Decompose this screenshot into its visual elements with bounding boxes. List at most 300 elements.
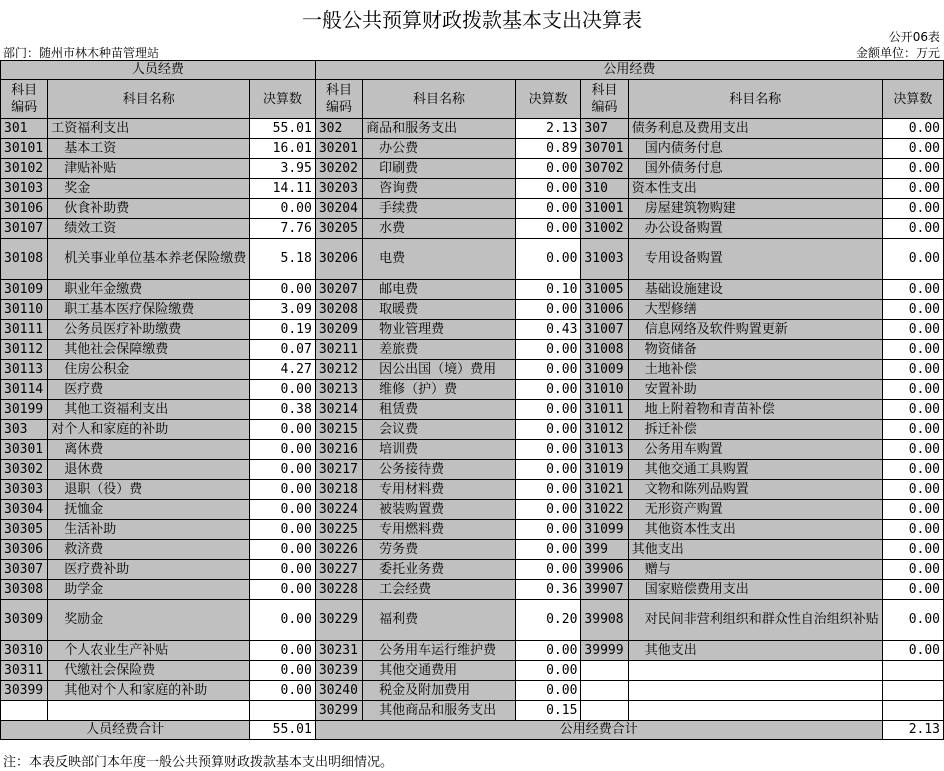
amount-value: 0.00 <box>250 480 316 500</box>
subject-name: 其他支出 <box>628 540 882 560</box>
subject-code: 31010 <box>581 380 628 400</box>
amount-value: 0.00 <box>882 540 943 560</box>
subject-name: 个人农业生产补贴 <box>48 641 250 661</box>
col-name-header: 科目名称 <box>628 80 882 119</box>
col-amount-header: 决算数 <box>250 80 316 119</box>
amount-value: 0.00 <box>882 641 943 661</box>
amount-value: 0.00 <box>515 360 581 380</box>
subject-name: 伙食补助费 <box>48 199 250 219</box>
subject-code: 303 <box>1 420 48 440</box>
subject-name: 咨询费 <box>363 179 516 199</box>
amount-value: 0.00 <box>250 420 316 440</box>
table-row <box>1 641 944 661</box>
subject-code: 30108 <box>1 239 48 280</box>
amount-value: 0.20 <box>515 600 581 641</box>
amount-value: 0.00 <box>250 440 316 460</box>
amount-value: 0.00 <box>882 300 943 320</box>
subject-name: 无形资产购置 <box>628 500 882 520</box>
report-title: 一般公共预算财政拨款基本支出决算表 <box>302 8 642 32</box>
amount-value: 0.00 <box>515 380 581 400</box>
table-row <box>1 300 944 320</box>
subject-code: 310 <box>581 179 628 199</box>
table-row <box>1 340 944 360</box>
subject-name: 退职（役）费 <box>48 480 250 500</box>
subject-code: 31013 <box>581 440 628 460</box>
subject-code: 30218 <box>315 480 362 500</box>
subject-name: 大型修缮 <box>628 300 882 320</box>
col-code-header <box>1 80 48 119</box>
amount-value: 0.00 <box>882 400 943 420</box>
amount-value: 0.00 <box>250 560 316 580</box>
subject-name: 被装购置费 <box>363 500 516 520</box>
amount-value: 0.15 <box>515 701 581 721</box>
subject-code: 30225 <box>315 520 362 540</box>
subject-name: 资本性支出 <box>628 179 882 199</box>
subject-name: 租赁费 <box>363 400 516 420</box>
subject-code: 31012 <box>581 420 628 440</box>
amount-value: 0.00 <box>515 199 581 219</box>
subject-name: 文物和陈列品购置 <box>628 480 882 500</box>
subject-code: 30107 <box>1 219 48 239</box>
subject-code: 30310 <box>1 641 48 661</box>
amount-value: 0.89 <box>515 139 581 159</box>
expenditure-table <box>0 60 944 740</box>
subject-code: 31005 <box>581 280 628 300</box>
subject-name: 地上附着物和青苗补偿 <box>628 400 882 420</box>
subject-code: 30206 <box>315 239 362 280</box>
subject-code: 30208 <box>315 300 362 320</box>
amount-value: 0.00 <box>882 239 943 280</box>
subject-code <box>581 681 628 701</box>
amount-value: 0.00 <box>515 681 581 701</box>
amount-value: 0.00 <box>882 420 943 440</box>
table-row <box>1 420 944 440</box>
amount-value: 0.07 <box>250 340 316 360</box>
subject-name: 对民间非营利组织和群众性自治组织补贴 <box>628 600 882 641</box>
subject-name: 医疗费补助 <box>48 560 250 580</box>
subject-code: 31002 <box>581 219 628 239</box>
amount-value: 0.00 <box>882 320 943 340</box>
subject-code: 31008 <box>581 340 628 360</box>
subject-code: 30309 <box>1 600 48 641</box>
amount-value: 0.00 <box>882 500 943 520</box>
amount-value: 0.00 <box>250 641 316 661</box>
subject-code: 31003 <box>581 239 628 280</box>
amount-value: 0.00 <box>250 380 316 400</box>
col-amount-header: 决算数 <box>515 80 581 119</box>
subject-code: 30204 <box>315 199 362 219</box>
subject-name: 委托业务费 <box>363 560 516 580</box>
subject-code: 30213 <box>315 380 362 400</box>
subject-name: 会议费 <box>363 420 516 440</box>
subject-code: 39906 <box>581 560 628 580</box>
subject-name: 公务员医疗补助缴费 <box>48 320 250 340</box>
amount-value: 0.00 <box>250 661 316 681</box>
amount-value: 0.00 <box>250 600 316 641</box>
subject-code: 30111 <box>1 320 48 340</box>
subject-code: 30311 <box>1 661 48 681</box>
public-total-value: 2.13 <box>882 721 943 740</box>
subject-name: 差旅费 <box>363 340 516 360</box>
amount-value: 0.00 <box>882 460 943 480</box>
table-row <box>1 560 944 580</box>
amount-value: 0.38 <box>250 400 316 420</box>
subject-name <box>628 661 882 681</box>
amount-value: 0.00 <box>515 480 581 500</box>
subject-name: 印刷费 <box>363 159 516 179</box>
amount-value: 2.13 <box>515 119 581 139</box>
subject-name: 劳务费 <box>363 540 516 560</box>
amount-value: 0.00 <box>250 280 316 300</box>
subject-name: 商品和服务支出 <box>363 119 516 139</box>
subject-code: 30203 <box>315 179 362 199</box>
subject-name: 物业管理费 <box>363 320 516 340</box>
subject-name: 福利费 <box>363 600 516 641</box>
subject-name: 奖金 <box>48 179 250 199</box>
subject-name: 专用设备购置 <box>628 239 882 280</box>
subject-code: 30228 <box>315 580 362 600</box>
subject-code: 30212 <box>315 360 362 380</box>
amount-value: 0.00 <box>250 681 316 701</box>
amount-value: 0.00 <box>882 520 943 540</box>
amount-value: 0.00 <box>882 340 943 360</box>
subject-code: 30207 <box>315 280 362 300</box>
subject-code: 31099 <box>581 520 628 540</box>
amount-value: 3.95 <box>250 159 316 179</box>
subject-name: 邮电费 <box>363 280 516 300</box>
amount-value: 0.10 <box>515 280 581 300</box>
subject-name: 公务接待费 <box>363 460 516 480</box>
subject-name: 国家赔偿费用支出 <box>628 580 882 600</box>
table-row <box>1 380 944 400</box>
subject-name: 信息网络及软件购置更新 <box>628 320 882 340</box>
subject-name: 电费 <box>363 239 516 280</box>
table-row <box>1 520 944 540</box>
table-row <box>1 460 944 480</box>
subject-code: 31011 <box>581 400 628 420</box>
amount-value: 0.00 <box>515 500 581 520</box>
subject-name: 其他交通费用 <box>363 661 516 681</box>
code-header-text: 科目 编码 <box>11 83 38 115</box>
subject-name: 其他商品和服务支出 <box>363 701 516 721</box>
amount-value: 0.43 <box>515 320 581 340</box>
subject-name: 其他资本性支出 <box>628 520 882 540</box>
amount-value: 0.00 <box>515 420 581 440</box>
subject-code: 31009 <box>581 360 628 380</box>
amount-value: 0.00 <box>515 440 581 460</box>
amount-value: 0.00 <box>515 560 581 580</box>
subject-name <box>48 701 250 721</box>
amount-value: 0.00 <box>882 159 943 179</box>
table-row <box>1 701 944 721</box>
subject-name: 职业年金缴费 <box>48 280 250 300</box>
subject-code <box>581 701 628 721</box>
public-total-label: 公用经费合计 <box>315 721 882 740</box>
personnel-total-label: 人员经费合计 <box>1 721 250 740</box>
subject-name: 拆迁补偿 <box>628 420 882 440</box>
subject-name: 生活补助 <box>48 520 250 540</box>
subject-name: 房屋建筑物购建 <box>628 199 882 219</box>
amount-value: 0.00 <box>515 400 581 420</box>
subject-code: 30702 <box>581 159 628 179</box>
subject-code: 30199 <box>1 400 48 420</box>
subject-name: 债务利息及费用支出 <box>628 119 882 139</box>
amount-value: 0.00 <box>250 460 316 480</box>
subject-code: 30216 <box>315 440 362 460</box>
subject-name: 其他交通工具购置 <box>628 460 882 480</box>
subject-name: 办公费 <box>363 139 516 159</box>
amount-value <box>250 701 316 721</box>
subject-code <box>1 701 48 721</box>
col-name-header: 科目名称 <box>363 80 516 119</box>
amount-value: 0.00 <box>882 580 943 600</box>
subject-name: 办公设备购置 <box>628 219 882 239</box>
table-row <box>1 540 944 560</box>
table-row <box>1 139 944 159</box>
subject-code: 30112 <box>1 340 48 360</box>
subject-code: 30306 <box>1 540 48 560</box>
subject-code: 30202 <box>315 159 362 179</box>
table-row <box>1 661 944 681</box>
subject-code: 30308 <box>1 580 48 600</box>
subject-name: 税金及附加费用 <box>363 681 516 701</box>
subject-name: 奖励金 <box>48 600 250 641</box>
amount-value: 0.00 <box>882 179 943 199</box>
amount-value: 0.00 <box>882 280 943 300</box>
subject-name: 公务用车运行维护费 <box>363 641 516 661</box>
subject-name: 取暖费 <box>363 300 516 320</box>
subject-code: 30110 <box>1 300 48 320</box>
amount-value: 14.11 <box>250 179 316 199</box>
amount-value: 0.00 <box>882 119 943 139</box>
amount-value: 0.00 <box>515 340 581 360</box>
subject-name: 基本工资 <box>48 139 250 159</box>
subject-code: 30303 <box>1 480 48 500</box>
subject-name: 手续费 <box>363 199 516 219</box>
col-code-header <box>315 80 362 119</box>
subject-code: 31019 <box>581 460 628 480</box>
amount-value: 0.00 <box>882 480 943 500</box>
amount-value: 0.00 <box>515 300 581 320</box>
subject-code: 30229 <box>315 600 362 641</box>
subject-name: 助学金 <box>48 580 250 600</box>
amount-value <box>882 661 943 681</box>
table-row <box>1 681 944 701</box>
subject-name: 维修（护）费 <box>363 380 516 400</box>
table-row <box>1 179 944 199</box>
table-row <box>1 159 944 179</box>
personnel-total-value: 55.01 <box>250 721 316 740</box>
col-name-header: 科目名称 <box>48 80 250 119</box>
amount-value: 0.00 <box>882 560 943 580</box>
subject-code: 30214 <box>315 400 362 420</box>
amount-value: 0.00 <box>515 520 581 540</box>
amount-value: 0.00 <box>515 219 581 239</box>
amount-value: 16.01 <box>250 139 316 159</box>
table-row <box>1 280 944 300</box>
subject-code: 30299 <box>315 701 362 721</box>
amount-value: 3.09 <box>250 300 316 320</box>
amount-value: 0.00 <box>882 139 943 159</box>
subject-code: 30240 <box>315 681 362 701</box>
subject-code: 302 <box>315 119 362 139</box>
amount-value: 0.00 <box>250 199 316 219</box>
amount-value: 0.00 <box>250 580 316 600</box>
table-row <box>1 580 944 600</box>
amount-value: 0.00 <box>250 500 316 520</box>
amount-value: 7.76 <box>250 219 316 239</box>
subject-code: 30304 <box>1 500 48 520</box>
table-row <box>1 440 944 460</box>
subject-name <box>628 701 882 721</box>
subject-name: 工资福利支出 <box>48 119 250 139</box>
subject-name: 专用燃料费 <box>363 520 516 540</box>
public-header: 公用经费 <box>315 61 943 80</box>
subject-code: 30102 <box>1 159 48 179</box>
col-code-header <box>581 80 628 119</box>
amount-value <box>882 701 943 721</box>
subject-name: 代缴社会保险费 <box>48 661 250 681</box>
table-row <box>1 360 944 380</box>
department-label: 部门：随州市林木种苗管理站 <box>3 46 160 60</box>
amount-value: 0.00 <box>515 460 581 480</box>
subject-code: 30701 <box>581 139 628 159</box>
subject-name: 医疗费 <box>48 380 250 400</box>
table-row <box>1 219 944 239</box>
amount-value: 0.00 <box>515 159 581 179</box>
subject-name: 土地补偿 <box>628 360 882 380</box>
subject-code: 30307 <box>1 560 48 580</box>
subject-name: 工会经费 <box>363 580 516 600</box>
subject-name: 其他社会保障缴费 <box>48 340 250 360</box>
amount-value: 0.00 <box>250 520 316 540</box>
subject-name: 安置补助 <box>628 380 882 400</box>
form-number: 公开06表 <box>888 30 940 44</box>
subject-name: 国内债务付息 <box>628 139 882 159</box>
personnel-header: 人员经费 <box>1 61 316 80</box>
amount-value: 0.36 <box>515 580 581 600</box>
subject-code: 31001 <box>581 199 628 219</box>
subject-code: 30305 <box>1 520 48 540</box>
subject-name: 因公出国（境）费用 <box>363 360 516 380</box>
amount-value: 4.27 <box>250 360 316 380</box>
subject-name: 救济费 <box>48 540 250 560</box>
amount-value: 0.00 <box>882 199 943 219</box>
subject-name: 公务用车购置 <box>628 440 882 460</box>
footnote: 注：本表反映部门本年度一般公共预算财政拨款基本支出明细情况。 <box>3 755 394 770</box>
subject-name: 退休费 <box>48 460 250 480</box>
subject-code: 301 <box>1 119 48 139</box>
subject-name: 津贴补贴 <box>48 159 250 179</box>
subject-code: 30209 <box>315 320 362 340</box>
totals-row <box>1 721 944 740</box>
col-amount-header: 决算数 <box>882 80 943 119</box>
subject-code: 307 <box>581 119 628 139</box>
subject-code: 30211 <box>315 340 362 360</box>
amount-value: 0.00 <box>882 440 943 460</box>
subject-code: 31006 <box>581 300 628 320</box>
amount-value: 0.19 <box>250 320 316 340</box>
subject-name: 专用材料费 <box>363 480 516 500</box>
subject-code: 30101 <box>1 139 48 159</box>
table-row <box>1 199 944 219</box>
unit-label: 金额单位：万元 <box>855 46 940 60</box>
subject-code: 39907 <box>581 580 628 600</box>
amount-value: 0.00 <box>515 661 581 681</box>
subject-name: 其他工资福利支出 <box>48 400 250 420</box>
subject-code: 30226 <box>315 540 362 560</box>
subject-code: 30301 <box>1 440 48 460</box>
subject-code: 30103 <box>1 179 48 199</box>
subject-code: 30217 <box>315 460 362 480</box>
code-header-text: 科目 编码 <box>591 83 618 115</box>
table-row <box>1 400 944 420</box>
subject-name: 抚恤金 <box>48 500 250 520</box>
subject-code: 30227 <box>315 560 362 580</box>
subject-code: 30106 <box>1 199 48 219</box>
subject-code: 31021 <box>581 480 628 500</box>
subject-name: 水费 <box>363 219 516 239</box>
subject-code: 30239 <box>315 661 362 681</box>
subject-code: 31022 <box>581 500 628 520</box>
amount-value: 0.00 <box>250 540 316 560</box>
table-row <box>1 239 944 280</box>
amount-value: 0.00 <box>515 641 581 661</box>
subject-name: 绩效工资 <box>48 219 250 239</box>
subject-code <box>581 661 628 681</box>
subject-code: 39908 <box>581 600 628 641</box>
subject-code: 30113 <box>1 360 48 380</box>
table-row <box>1 600 944 641</box>
amount-value <box>882 681 943 701</box>
subject-code: 30205 <box>315 219 362 239</box>
subject-name: 机关事业单位基本养老保险缴费 <box>48 239 250 280</box>
code-header-text: 科目 编码 <box>325 83 352 115</box>
subject-name <box>628 681 882 701</box>
subject-code: 30302 <box>1 460 48 480</box>
amount-value: 55.01 <box>250 119 316 139</box>
subject-name: 离休费 <box>48 440 250 460</box>
subject-name: 培训费 <box>363 440 516 460</box>
subject-code: 30224 <box>315 500 362 520</box>
amount-value: 0.00 <box>882 600 943 641</box>
subject-name: 职工基本医疗保险缴费 <box>48 300 250 320</box>
amount-value: 0.00 <box>882 380 943 400</box>
amount-value: 0.00 <box>882 360 943 380</box>
subject-name: 国外债务付息 <box>628 159 882 179</box>
subject-code: 30399 <box>1 681 48 701</box>
amount-value: 0.00 <box>515 540 581 560</box>
table-row <box>1 320 944 340</box>
amount-value: 0.00 <box>515 239 581 280</box>
subject-name: 对个人和家庭的补助 <box>48 420 250 440</box>
table-row <box>1 500 944 520</box>
subject-name: 赠与 <box>628 560 882 580</box>
amount-value: 5.18 <box>250 239 316 280</box>
subject-code: 30201 <box>315 139 362 159</box>
subject-code: 30215 <box>315 420 362 440</box>
amount-value: 0.00 <box>515 179 581 199</box>
subject-code: 30231 <box>315 641 362 661</box>
subject-name: 其他对个人和家庭的补助 <box>48 681 250 701</box>
subject-code: 30114 <box>1 380 48 400</box>
subject-name: 基础设施建设 <box>628 280 882 300</box>
table-row <box>1 119 944 139</box>
subject-name: 物资储备 <box>628 340 882 360</box>
table-row <box>1 480 944 500</box>
subject-name: 住房公积金 <box>48 360 250 380</box>
subject-name: 其他支出 <box>628 641 882 661</box>
